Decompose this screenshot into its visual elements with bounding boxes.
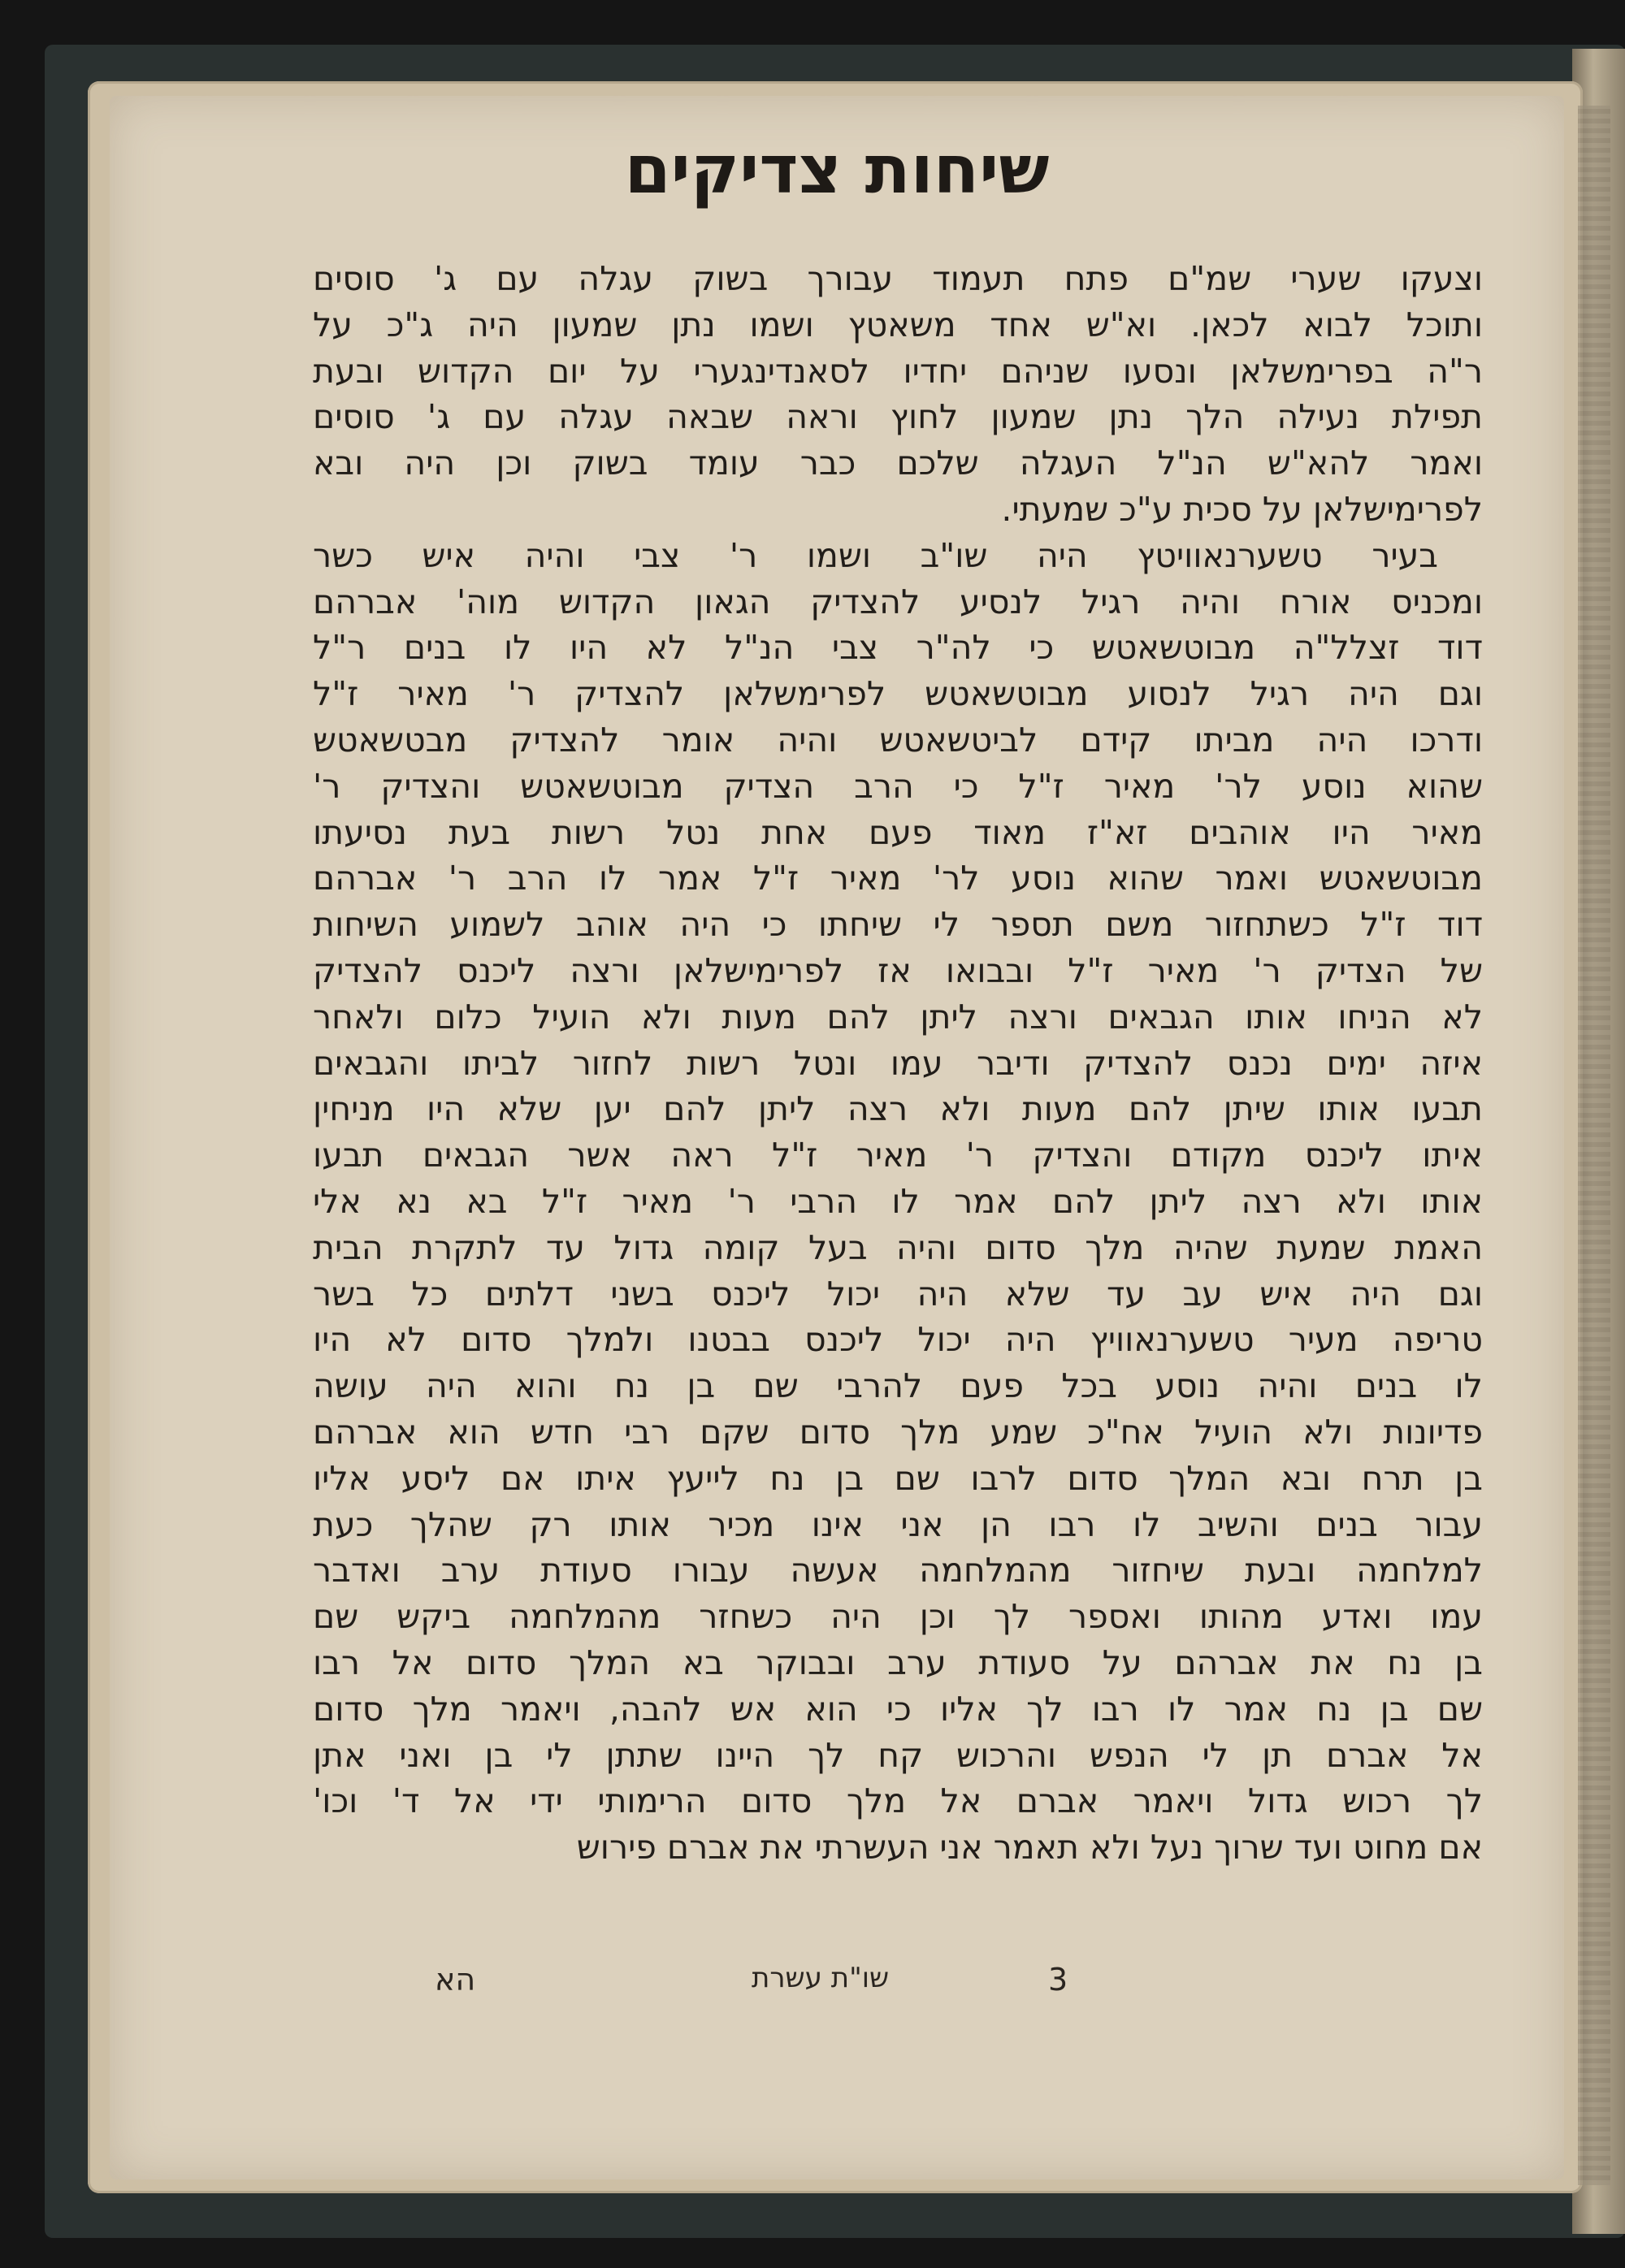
footer-signature: שו"ת עשרת <box>752 1962 890 1994</box>
text-line: שם בן נח אמר לו רבו לך אליו כי הוא אש להבה, ויאמר מלך סדום <box>313 1689 1483 1729</box>
text-line: לא הניחו אותו הגבאים ורצה ליתן להם מעות ולא הועיל כלום ולאחר <box>313 997 1483 1037</box>
text-line: לך רכוש גדול ויאמר אברם אל מלך סדום הרימותי ידי אל ד' וכו' <box>313 1781 1483 1821</box>
text-line: דוד זצלל"ה מבוטשאטש כי לה"ר צבי הנ"ל לא היו לו בנים ר"ל <box>313 628 1483 668</box>
text-line: מבוטשאטש ואמר שהוא נוסע לר' מאיר ז"ל אמר לו הרב ר' אברהם <box>313 859 1483 898</box>
text-line: של הצדיק ר' מאיר ז"ל ובבואו אז לפרימישלאן ורצה ליכנס להצדיק <box>313 950 1483 990</box>
text-line: וגם היה איש עב עד שלא היה יכול ליכנס בשני דלתים כל בשר <box>313 1274 1483 1314</box>
text-line: וגם היה רגיל לנסוע מבוטשאטש לפרימשלאן להצדיק ר' מאיר ז"ל <box>313 674 1483 714</box>
text-line: שהוא נוסע לר' מאיר ז"ל כי הרב הצדיק מבוטשאטש והצדיק ר' <box>313 766 1483 806</box>
page-gutter <box>1578 106 1610 2185</box>
text-line: ודרכו היה מביתו קידם לביטשאטש והיה אומר להצדיק מבטשאטש <box>313 720 1483 760</box>
page-footer <box>313 1962 1483 2010</box>
footer-code: הא <box>435 1962 476 1997</box>
text-line: בן נח את אברהם על סעודת ערב ובבוקר בא המלך סדום אל רבו <box>313 1643 1483 1682</box>
text-line: פדיונות ולא הועיל אח"כ שמע מלך סדום שקם רבי חדש הוא אברהם <box>313 1412 1483 1452</box>
text-line: ר"ה בפרימשלאן ונסעו שניהם יחדיו לסאנדינגערי על יום הקדוש ובעת <box>313 351 1483 391</box>
text-line: אם מחוט ועד שרוך נעל ולא תאמר אני העשרתי את אברם פירוש <box>576 1828 1483 1868</box>
text-line: עבור בנים והשיב לו רבו הן אני אינו מכיר אותו רק שהלך כעת <box>313 1504 1483 1544</box>
text-line: למלחמה ובעת שיחזור מהמלחמה אעשה עבורו סעודת ערב ואדבר <box>313 1551 1483 1591</box>
text-line: ומכניס אורח והיה רגיל לנסיע להצדיק הגאון הקדוש מוה' אברהם <box>313 582 1483 621</box>
body-text <box>313 256 1483 1871</box>
text-line: אותו ולא רצה ליתן להם אמר לו הרבי ר' מאיר ז"ל בא נא אלי <box>313 1181 1483 1221</box>
text-line: תבעו אותו שיתן להם מעות ולא רצה ליתן להם יען שלא היו מניחין <box>313 1089 1483 1129</box>
page-number: 3 <box>1048 1962 1068 1997</box>
text-line: האמת שמעת שהיה מלך סדום והיה בעל קומה גדול עד לתקרת הבית <box>313 1227 1483 1267</box>
page-title: שיחות צדיקים <box>624 132 1050 209</box>
text-line: תפילת נעילה הלך נתן שמעון לחוץ וראה שבאה עגלה עם ג' סוסים <box>313 397 1483 437</box>
text-line: איתו ליכנס מקודם והצדיק ר' מאיר ז"ל ראה אשר הגבאים תבעו <box>313 1136 1483 1175</box>
text-line: בעיר טשערנאוויטץ היה שו"ב ושמו ר' צבי והיה איש כשר <box>313 535 1438 575</box>
text-line: אל אברם תן לי הנפש והרכוש קח לך היינו שתתן לי בן ואני אתן <box>313 1735 1483 1775</box>
text-line: טריפה מעיר טשערנאוויץ היה יכול ליכנס בבטנו ולמלך סדום לא היו <box>313 1320 1483 1360</box>
text-line: דוד ז"ל כשתחזור משם תספר לי שיחתו כי היה אוהב לשמוע השיחות <box>313 905 1483 945</box>
text-line: ואמר להא"ש הנ"ל העגלה שלכם כבר עומד בשוק וכן היה ובא <box>313 444 1483 483</box>
text-line: ותוכל לבוא לכאן. וא"ש אחד משאטץ ושמו נתן שמעון היה ג"כ על <box>313 305 1483 344</box>
text-line: וצעקו שערי שמ"ם פתח תעמוד עבורך בשוק עגלה עם ג' סוסים <box>313 259 1483 298</box>
text-line: עמו ואדע מהותו ואספר לך וכן היה כשחזר מהמלחמה ביקש שם <box>313 1597 1483 1637</box>
text-line: לו בנים והיה נוסע בכל פעם להרבי שם בן נח והוא היה עושה <box>313 1366 1483 1406</box>
text-line: בן תרח ובא המלך סדום לרבו שם בן נח לייעץ איתו אם ליסע אליו <box>313 1458 1483 1498</box>
text-line: לפרימישלאן על סכית ע"כ שמעתי. <box>1001 489 1483 529</box>
text-line: איזה ימים נכנס להצדיק ודיבר עמו ונטל רשות לחזור לביתו והגבאים <box>313 1043 1483 1083</box>
text-line: מאיר היו אוהבים זא"ז מאוד פעם אחת נטל רשות בעת נסיעתו <box>313 812 1483 852</box>
